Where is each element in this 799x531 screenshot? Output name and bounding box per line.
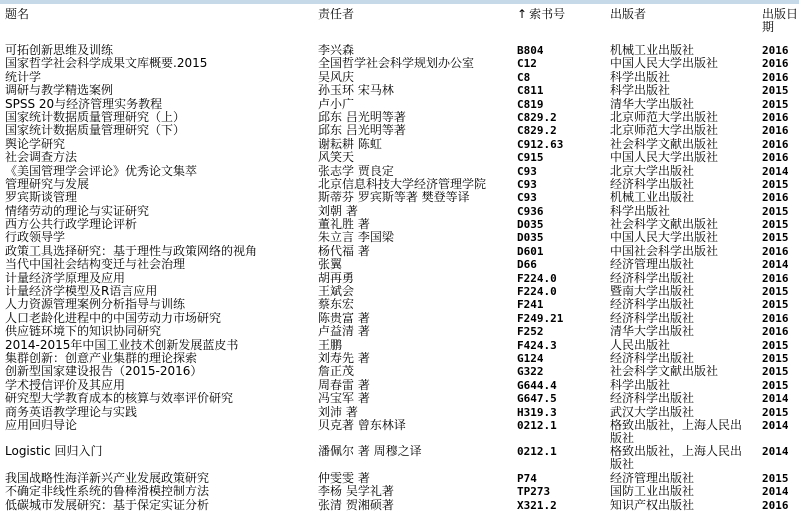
cell-publisher: 科学出版社 <box>610 84 671 98</box>
cell-author: 杨代福 著 <box>318 244 370 258</box>
cell-date: 2014 <box>762 392 789 406</box>
cell-title: 国家统计数据质量管理研究（下） <box>5 124 186 138</box>
cell-date: 2015 <box>762 231 789 245</box>
cell-call-number: B804 <box>517 44 544 57</box>
cell-author: 斯蒂芬 罗宾斯等著 樊登等译 <box>318 191 470 205</box>
cell-date: 2015 <box>762 471 789 485</box>
cell-call-number: F424.3 <box>517 338 557 352</box>
table-row[interactable] <box>5 218 799 231</box>
cell-date: 2015 <box>762 365 789 379</box>
cell-title: 可拓创新思维及训练 <box>5 44 114 57</box>
cell-author: 贝克著 曾东林译 <box>318 418 406 432</box>
cell-call-number: 0212.1 <box>517 445 557 459</box>
table-row[interactable] <box>5 138 799 151</box>
cell-date: 2015 <box>762 298 789 312</box>
cell-call-number: H319.3 <box>517 405 557 419</box>
cell-publisher: 中国社会科学出版社 <box>610 244 719 258</box>
table-row[interactable] <box>5 392 799 405</box>
cell-author: 李兴森 <box>318 44 355 57</box>
cell-publisher: 中国人民大学出版社 <box>610 151 719 165</box>
cell-date: 2015 <box>762 177 789 191</box>
cell-date: 2015 <box>762 351 789 365</box>
table-row[interactable] <box>5 98 799 111</box>
table-row[interactable] <box>5 285 799 298</box>
cell-title: 不确定非线性系统的鲁棒滑模控制方法 <box>5 485 210 499</box>
cell-author: 风笑天 <box>318 151 355 165</box>
cell-author: 刘沛 著 <box>318 405 358 419</box>
column-header-author[interactable]: 责任者 <box>318 8 355 21</box>
cell-author: 周春雷 著 <box>318 378 370 392</box>
cell-title: 研究型大学教育成本的核算与效率评价研究 <box>5 392 234 406</box>
table-row[interactable] <box>5 84 799 97</box>
cell-date: 2015 <box>762 338 789 352</box>
cell-call-number: F252 <box>517 325 544 339</box>
cell-call-number: G322 <box>517 365 544 379</box>
cell-publisher: 经济管理出版社 <box>610 471 695 485</box>
table-row[interactable] <box>5 151 799 164</box>
cell-title: 调研与教学精选案例 <box>5 84 114 98</box>
table-row[interactable] <box>5 165 799 178</box>
cell-call-number: TP273 <box>517 485 551 499</box>
cell-date: 2015 <box>762 218 789 232</box>
cell-author: 张翼 <box>318 258 343 272</box>
cell-author: 卢益清 著 <box>318 325 370 339</box>
table-row[interactable] <box>5 111 799 124</box>
cell-publisher: 格致出版社，上海人民出版社 <box>610 445 742 472</box>
cell-title: 国家哲学社会科学成果文库概要.2015 <box>5 57 208 71</box>
cell-call-number: G647.5 <box>517 392 557 406</box>
table-row[interactable] <box>5 205 799 218</box>
table-row[interactable] <box>5 406 799 419</box>
cell-title: 人口老龄化进程中的中国劳动力市场研究 <box>5 311 222 325</box>
cell-title: 计量经济学模型及R语言应用 <box>5 285 158 299</box>
cell-call-number: G644.4 <box>517 378 557 392</box>
table-body <box>5 44 799 512</box>
cell-author: 谢耘耕 陈虹 <box>318 137 382 151</box>
cell-date: 2016 <box>762 191 789 205</box>
cell-call-number: F249.21 <box>517 311 564 325</box>
cell-publisher: 经济管理出版社 <box>610 258 695 272</box>
cell-title: 计量经济学原理及应用 <box>5 271 126 285</box>
table-row[interactable] <box>5 231 799 244</box>
cell-publisher: 机械工业出版社 <box>610 44 695 57</box>
cell-call-number: C8 <box>517 70 531 84</box>
column-header-call-number-label: 索书号 <box>529 8 566 21</box>
cell-call-number: C819 <box>517 97 544 111</box>
catalog-table <box>0 4 799 512</box>
cell-publisher: 武汉大学出版社 <box>610 405 695 419</box>
cell-date: 2016 <box>762 124 789 138</box>
table-row[interactable] <box>5 71 799 84</box>
cell-title: 学术授信评价及其应用 <box>5 378 126 392</box>
cell-call-number: F224.0 <box>517 271 557 285</box>
cell-author: 仲雯雯 著 <box>318 471 370 485</box>
cell-title: 统计学 <box>5 70 42 84</box>
table-row[interactable] <box>5 258 799 271</box>
cell-title: 供应链环境下的知识协同研究 <box>5 325 162 339</box>
cell-publisher: 格致出版社，上海人民出版社 <box>610 418 742 445</box>
cell-author: 李杨 吴学礼著 <box>318 485 394 499</box>
cell-call-number: D66 <box>517 258 537 272</box>
cell-date: 2016 <box>762 70 789 84</box>
cell-title: 西方公共行政学理论评析 <box>5 218 138 232</box>
cell-date: 2015 <box>762 405 789 419</box>
cell-author: 王鹏 <box>318 338 343 352</box>
cell-title: 管理研究与发展 <box>5 177 90 191</box>
cell-author: 张清 贺湘硕著 <box>318 498 394 512</box>
cell-title: 商务英语教学理论与实践 <box>5 405 138 419</box>
cell-publisher: 清华大学出版社 <box>610 97 695 111</box>
cell-publisher: 社会科学文献出版社 <box>610 218 719 232</box>
table-row[interactable] <box>5 272 799 285</box>
cell-title: 当代中国社会结构变迁与社会治理 <box>5 258 186 272</box>
column-header-publisher[interactable]: 出版者 <box>610 8 647 21</box>
cell-call-number: C829.2 <box>517 124 557 138</box>
cell-date: 2014 <box>762 485 789 499</box>
table-row[interactable] <box>5 312 799 325</box>
cell-call-number: G124 <box>517 351 544 365</box>
cell-date: 2016 <box>762 137 789 151</box>
cell-publisher: 北京师范大学出版社 <box>610 124 719 138</box>
table-row[interactable] <box>5 339 799 352</box>
cell-publisher: 北京大学出版社 <box>610 164 695 178</box>
cell-date: 2015 <box>762 378 789 392</box>
cell-call-number: C912.63 <box>517 137 564 151</box>
cell-publisher: 经济科学出版社 <box>610 298 695 312</box>
cell-date: 2014 <box>762 445 789 459</box>
cell-date: 2016 <box>762 325 789 339</box>
cell-call-number: C93 <box>517 164 537 178</box>
cell-call-number: C829.2 <box>517 110 557 124</box>
cell-author: 邱东 吕光明等著 <box>318 124 406 138</box>
cell-title: 《美国管理学会评论》优秀论文集萃 <box>5 164 198 178</box>
cell-publisher: 北京师范大学出版社 <box>610 110 719 124</box>
table-row[interactable] <box>5 191 799 204</box>
cell-publisher: 经济科学出版社 <box>610 311 695 325</box>
cell-date: 2016 <box>762 244 789 258</box>
cell-publisher: 国防工业出版社 <box>610 485 695 499</box>
cell-title: 社会调查方法 <box>5 151 78 165</box>
cell-call-number: C93 <box>517 191 537 205</box>
table-row[interactable] <box>5 485 799 498</box>
cell-publisher: 科学出版社 <box>610 204 671 218</box>
sort-ascending-icon: ↑ <box>517 8 528 21</box>
cell-call-number: P74 <box>517 471 537 485</box>
cell-title: 我国战略性海洋新兴产业发展政策研究 <box>5 471 210 485</box>
table-row[interactable] <box>5 245 799 258</box>
cell-publisher: 社会科学文献出版社 <box>610 137 719 151</box>
cell-title: 低碳城市发展研究：基于保定实证分析 <box>5 498 210 512</box>
cell-author: 刘寿先 著 <box>318 351 370 365</box>
cell-call-number: 0212.1 <box>517 418 557 432</box>
cell-publisher: 科学出版社 <box>610 70 671 84</box>
cell-author: 张志学 贾良定 <box>318 164 394 178</box>
cell-author: 冯宝军 著 <box>318 392 370 406</box>
cell-date: 2016 <box>762 498 789 512</box>
table-row[interactable] <box>5 365 799 378</box>
cell-call-number: D601 <box>517 244 544 258</box>
cell-author: 陈贵富 著 <box>318 311 370 325</box>
cell-author: 胡再勇 <box>318 271 355 285</box>
cell-author: 北京信息科技大学经济管理学院 <box>318 177 486 191</box>
table-row[interactable] <box>5 178 799 191</box>
cell-call-number: C936 <box>517 204 544 218</box>
cell-publisher: 人民出版社 <box>610 338 671 352</box>
cell-title: 应用回归导论 <box>5 418 78 432</box>
cell-call-number: D035 <box>517 218 544 232</box>
cell-title: 人力资源管理案例分析指导与训练 <box>5 298 186 312</box>
cell-title: 创新型国家建设报告（2015-2016） <box>5 365 203 379</box>
cell-author: 詹正茂 <box>318 365 355 379</box>
cell-author: 潘佩尔 著 周穆之译 <box>318 445 422 459</box>
table-row[interactable] <box>5 57 799 70</box>
cell-call-number: C93 <box>517 177 537 191</box>
cell-author: 孙玉环 宋马林 <box>318 84 394 98</box>
table-row[interactable] <box>5 44 799 57</box>
cell-title: 情绪劳动的理论与实证研究 <box>5 204 150 218</box>
cell-date: 2015 <box>762 285 789 299</box>
cell-date: 2016 <box>762 151 789 165</box>
cell-title: 国家统计数据质量管理研究（上） <box>5 110 186 124</box>
cell-publisher: 中国人民大学出版社 <box>610 57 719 71</box>
cell-publisher: 经济科学出版社 <box>610 392 695 406</box>
cell-title: Logistic 回归入门 <box>5 445 103 459</box>
cell-date: 2014 <box>762 258 789 272</box>
cell-call-number: F241 <box>517 298 544 312</box>
column-header-call-number[interactable] <box>517 8 610 21</box>
cell-date: 2015 <box>762 204 789 218</box>
cell-author: 董礼胜 著 <box>318 218 370 232</box>
cell-date: 2016 <box>762 57 789 71</box>
cell-date: 2015 <box>762 97 789 111</box>
cell-date: 2016 <box>762 110 789 124</box>
cell-publisher: 经济科学出版社 <box>610 177 695 191</box>
cell-call-number: X321.2 <box>517 498 557 512</box>
table-row[interactable] <box>5 499 799 512</box>
cell-date: 2015 <box>762 84 789 98</box>
cell-author: 刘朝 著 <box>318 204 358 218</box>
cell-call-number: D035 <box>517 231 544 245</box>
cell-author: 吴风庆 <box>318 70 355 84</box>
table-row[interactable] <box>5 419 799 445</box>
cell-title: 舆论学研究 <box>5 137 66 151</box>
cell-author: 王斌会 <box>318 285 355 299</box>
cell-publisher: 暨南大学出版社 <box>610 285 695 299</box>
table-row[interactable] <box>5 379 799 392</box>
column-header-title[interactable]: 题名 <box>5 8 30 21</box>
cell-title: SPSS 20与经济管理实务教程 <box>5 97 163 111</box>
cell-publisher: 科学出版社 <box>610 378 671 392</box>
cell-title: 2014-2015年中国工业技术创新发展蓝皮书 <box>5 338 239 352</box>
cell-publisher: 中国人民大学出版社 <box>610 231 719 245</box>
table-row[interactable] <box>5 445 799 471</box>
cell-call-number: C12 <box>517 57 537 71</box>
cell-title: 行政领导学 <box>5 231 66 245</box>
cell-call-number: C811 <box>517 84 544 98</box>
cell-title: 集群创新：创意产业集群的理论探索 <box>5 351 198 365</box>
cell-publisher: 社会科学文献出版社 <box>610 365 719 379</box>
table-row[interactable] <box>5 352 799 365</box>
cell-publisher: 经济科学出版社 <box>610 351 695 365</box>
cell-date: 2016 <box>762 311 789 325</box>
cell-publisher: 知识产权出版社 <box>610 498 695 512</box>
cell-date: 2014 <box>762 164 789 178</box>
table-row[interactable] <box>5 325 799 338</box>
cell-author: 卢小广 <box>318 97 355 111</box>
table-row[interactable] <box>5 472 799 485</box>
cell-publisher: 机械工业出版社 <box>610 191 695 205</box>
cell-call-number: C915 <box>517 151 544 165</box>
cell-date: 2016 <box>762 44 789 57</box>
cell-date: 2014 <box>762 418 789 432</box>
cell-author: 蔡东宏 <box>318 298 355 312</box>
table-row[interactable] <box>5 298 799 311</box>
table-row[interactable] <box>5 124 799 137</box>
cell-title: 罗宾斯谈管理 <box>5 191 78 205</box>
table-header-row <box>5 8 799 34</box>
cell-author: 全国哲学社会科学规划办公室 <box>318 57 475 71</box>
cell-author: 邱东 吕光明等著 <box>318 110 406 124</box>
cell-call-number: F224.0 <box>517 285 557 299</box>
column-header-date[interactable]: 出版日期 <box>762 8 799 34</box>
cell-author: 朱立言 李国梁 <box>318 231 394 245</box>
cell-title: 政策工具选择研究：基于理性与政策网络的视角 <box>5 244 258 258</box>
cell-date: 2016 <box>762 271 789 285</box>
cell-publisher: 经济科学出版社 <box>610 271 695 285</box>
cell-publisher: 清华大学出版社 <box>610 325 695 339</box>
